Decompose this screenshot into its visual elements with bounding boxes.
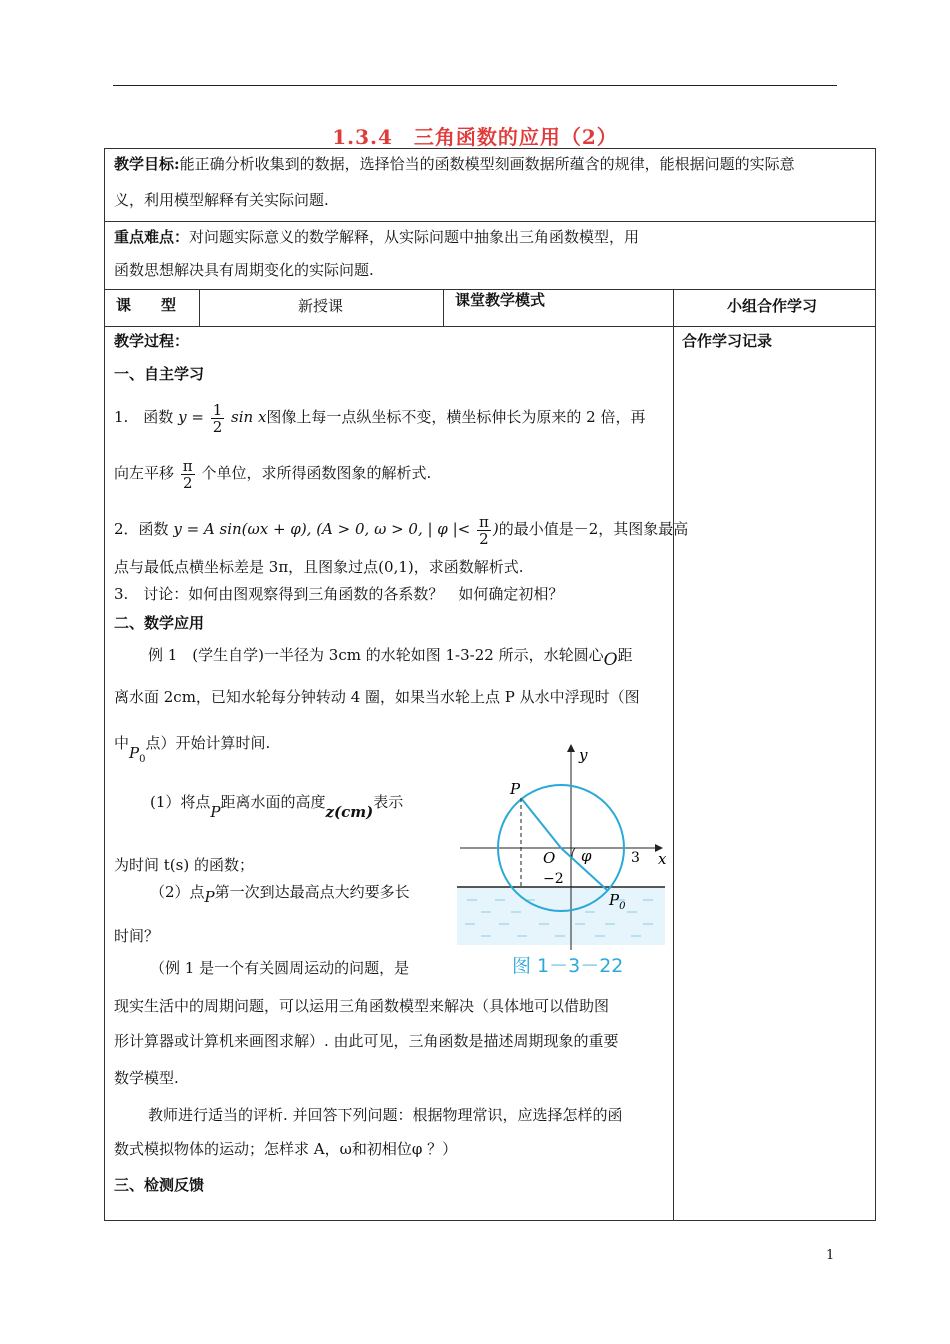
item2-line2: 点与最低点横坐标差是 3π，且图象过点(0,1)，求函数解析式. xyxy=(114,558,524,576)
item1-eq-right: sin x xyxy=(231,408,267,426)
col-divider xyxy=(199,289,200,326)
label-phi: φ xyxy=(581,847,592,865)
frac-den: 2 xyxy=(212,417,223,436)
label-p0-sub: 0 xyxy=(619,901,626,912)
label-3: 3 xyxy=(631,850,640,866)
col-divider xyxy=(673,289,674,1221)
section-self-study: 一、自主学习 xyxy=(114,365,205,383)
label-p0-main: P xyxy=(609,891,620,909)
key-points-label: 重点难点： xyxy=(114,228,190,246)
frac-den: 2 xyxy=(479,529,489,548)
label-x: x xyxy=(658,850,667,868)
example-line2: 离水面 2cm，已知水轮每分钟转动 4 圈，如果当水轮上点 P 从水中浮现时（图 xyxy=(114,688,640,706)
q1-post: 表示 xyxy=(373,793,404,811)
objectives-line1: 能正确分析收集到的数据，选择恰当的函数模型刻画数据所蕴含的规律，能根据问题的实际意 xyxy=(179,155,795,173)
example-line3-post: 点）开始计算时间. xyxy=(145,734,271,752)
radius-op xyxy=(521,798,561,848)
teaching-mode-label: 课堂教学模式 xyxy=(455,291,546,309)
question1 xyxy=(150,792,404,821)
objectives-label: 教学目标 xyxy=(114,155,175,173)
objectives-line2: 义，利用模型解释有关实际问题. xyxy=(114,191,329,209)
example-line1 xyxy=(148,645,633,670)
item1-text: 图像上每一点纵坐标不变，横坐标伸长为原来的 2 倍，再 xyxy=(266,408,646,426)
angle-arc xyxy=(572,848,575,857)
item1-eq-left: y = xyxy=(178,408,204,426)
page-number: 1 xyxy=(826,1248,835,1263)
q1-z: z(cm) xyxy=(325,803,374,821)
row-divider xyxy=(104,221,876,222)
key-points-line1: 对问题实际意义的数学解释，从实际问题中抽象出三角函数模型，用 xyxy=(189,228,640,246)
item2-eq-close: ) xyxy=(492,520,499,538)
label-y: y xyxy=(579,746,588,764)
item3: 3. 讨论：如何由图观察得到三角函数的各系数？ 如何确定初相？ xyxy=(114,585,564,603)
lesson-type-label: 课 型 xyxy=(116,296,177,314)
water-wheel-figure xyxy=(455,740,670,980)
cooperative-record-header: 合作学习记录 xyxy=(682,332,773,350)
item1-prefix: 1. 函数 xyxy=(114,408,174,426)
q1-mid: 距离水面的高度 xyxy=(220,793,326,811)
question2 xyxy=(150,882,410,906)
example-line3 xyxy=(114,733,271,765)
example-line1-end: 距 xyxy=(617,646,633,664)
example-P0-sub: 0 xyxy=(139,754,146,765)
fraction xyxy=(211,402,225,435)
item2 xyxy=(114,510,688,548)
colon: : xyxy=(174,155,180,173)
shift-fraction xyxy=(181,458,195,491)
section-feedback: 三、检测反馈 xyxy=(114,1176,205,1194)
section-application: 二、数学应用 xyxy=(114,614,205,632)
page-title: 1.3.4 三角函数的应用（2） xyxy=(332,125,618,149)
note-line1: （例 1 是一个有关圆周运动的问题，是 xyxy=(150,959,410,977)
y-axis-arrow xyxy=(567,744,575,752)
teacher-line1: 教师进行适当的评析. 并回答下列问题：根据物理常识，应选择怎样的函 xyxy=(148,1106,623,1124)
objectives xyxy=(114,154,795,174)
item2-eq: y = A sin(ωx + φ), (A > 0, ω > 0, | φ |< xyxy=(173,520,471,538)
teacher-line2: 数式模拟物体的运动；怎样求 A，ω和初相位φ ？） xyxy=(114,1140,458,1158)
col-divider xyxy=(443,289,444,326)
q2-P: P xyxy=(204,888,215,906)
figure-caption: 图 1－3－22 xyxy=(512,955,624,977)
item1-line2-post: 个单位，求所得函数图象的解析式. xyxy=(201,464,432,482)
frac-num: π xyxy=(182,456,193,475)
example-O: O xyxy=(603,650,618,670)
teaching-mode-value: 小组合作学习 xyxy=(727,297,818,315)
note-line3: 形计算器或计算机来画图求解）. 由此可见，三角函数是描述周期现象的重要 xyxy=(114,1032,619,1050)
q1-line2: 为时间 t(s) 的函数； xyxy=(114,856,254,874)
header-rule xyxy=(113,85,837,86)
label-p: P xyxy=(510,780,521,798)
item2-prefix: 2．函数 xyxy=(114,520,169,538)
example-line3-pre: 中 xyxy=(114,734,130,752)
process-header: 教学过程： xyxy=(114,332,190,350)
lesson-type-value: 新授课 xyxy=(298,297,344,315)
row-divider xyxy=(104,326,876,327)
frac-num: π xyxy=(478,512,489,531)
note-line4: 数学模型. xyxy=(114,1069,179,1087)
item2-text: 的最小值是－2，其图象最高 xyxy=(498,520,689,538)
example-P0: P xyxy=(129,744,140,762)
note-line2: 现实生活中的周期问题，可以运用三角函数模型来解决（具体地可以借助图 xyxy=(114,997,610,1015)
q1-P: P xyxy=(210,803,221,821)
frac-den: 2 xyxy=(182,473,193,492)
q2-post: 第一次到达最高点大约要多长 xyxy=(214,883,410,901)
fraction xyxy=(477,514,491,547)
label-o: O xyxy=(543,849,556,867)
key-points-line2: 函数思想解决具有周期变化的实际问题. xyxy=(114,261,374,279)
q1-pre: (1）将点 xyxy=(150,793,211,811)
q2-pre: （2）点 xyxy=(150,883,205,901)
item1 xyxy=(114,398,646,436)
q2-line2: 时间？ xyxy=(114,927,160,945)
label-minus2: −2 xyxy=(543,871,564,887)
item1-line2 xyxy=(114,454,431,492)
frac-num: 1 xyxy=(212,400,223,419)
item1-line2-pre: 向左平移 xyxy=(114,464,175,482)
key-points xyxy=(114,227,639,247)
example-line1-text: 例 1 (学生自学)一半径为 3cm 的水轮如图 1-3-22 所示，水轮圆心 xyxy=(148,646,604,664)
